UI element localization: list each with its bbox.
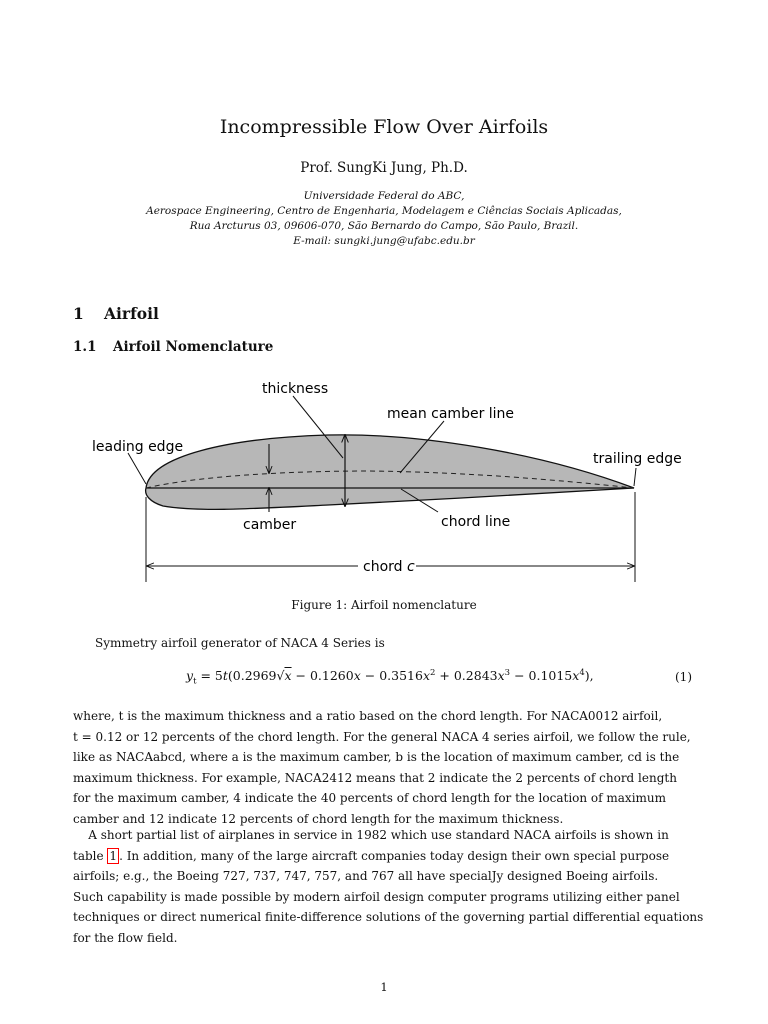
- text-line: for the flow field.: [73, 930, 178, 945]
- paper-title: Incompressible Flow Over Airfoils: [219, 116, 549, 138]
- text-line: Such capability is made possible by modern airfoil design computer programs utilizing either panel: [73, 889, 680, 904]
- text-line: for the maximum camber, 4 indicate the 40 percents of chord length for the location of maximum: [73, 791, 667, 805]
- eq-var: x: [497, 668, 505, 684]
- text-line: techniques or direct numerical finite-difference solutions of the governing partial differential equations: [73, 910, 704, 924]
- eq-part: ),: [584, 668, 594, 684]
- trailing-edge-label: trailing edge: [593, 451, 682, 467]
- leading-edge-label: leading edge: [92, 439, 184, 455]
- page-number: 1: [380, 980, 388, 994]
- subsection-title: Airfoil Nomenclature: [113, 339, 274, 355]
- eq-part: + 0.2843: [435, 668, 498, 684]
- text-line: [73, 846, 695, 867]
- eq-part: − 0.3516: [360, 668, 423, 684]
- text-line: A short partial list of airplanes in service in 1982 which use standard NACA airfoils is shown in: [73, 828, 669, 842]
- intro-sentence: Symmetry airfoil generator of NACA 4 Series is: [95, 636, 385, 650]
- affiliation-block: [0, 189, 768, 249]
- equation-1: [186, 668, 594, 687]
- chord-c-label: chord c: [363, 559, 415, 575]
- section-heading: [73, 304, 159, 323]
- text-line: t = 0.12 or 12 percents of the chord length. For the general NACA 4 series airfoil, we follow the rule,: [73, 729, 691, 744]
- eq-var: x: [572, 668, 580, 684]
- eq-exponent: 4: [579, 668, 585, 678]
- eq-var: x: [353, 668, 361, 684]
- paragraph-airplanes: [73, 825, 704, 948]
- table-reference-link[interactable]: 1: [109, 848, 118, 863]
- affiliation-line: Aerospace Engineering, Centro de Engenharia, Modelagem e Ciências Sociais Aplicadas,: [146, 205, 622, 217]
- section-title: Airfoil: [104, 304, 159, 323]
- sqrt-symbol: √: [276, 668, 285, 684]
- eq-part: − 0.1015: [510, 668, 573, 684]
- eq-lhs-sub: t: [193, 676, 197, 687]
- trailing-edge-leader: [634, 468, 636, 486]
- airfoil-shape: [146, 435, 634, 510]
- text-span: . In addition, many of the large aircraft companies today design their own special purpose: [119, 848, 670, 863]
- thickness-label: thickness: [262, 381, 329, 397]
- section-number: 1: [73, 304, 84, 323]
- author-name: Prof. SungKi Jung, Ph.D.: [300, 160, 468, 176]
- text-span: table: [73, 848, 108, 863]
- text-line: like as NACAabcd, where a is the maximum camber, b is the location of maximum camber, cd is the: [73, 750, 680, 764]
- eq-part: = 5: [196, 668, 223, 684]
- affiliation-line: Universidade Federal do ABC,: [303, 190, 465, 202]
- affiliation-email: E-mail: sungki.jung@ufabc.edu.br: [293, 235, 475, 247]
- affiliation-line: Rua Arcturus 03, 09606-070, São Bernardo do Campo, São Paulo, Brazil.: [189, 220, 579, 232]
- eq-exponent: 2: [430, 668, 436, 678]
- eq-exponent: 3: [504, 668, 511, 678]
- text-line: airfoils; e.g., the Boeing 727, 737, 747, 757, and 767 all have specialJy designed Boeing airfoils.: [73, 869, 659, 883]
- text-line: where, t is the maximum thickness and a ratio based on the chord length. For NACA0012 airfoil,: [73, 709, 663, 723]
- eq-part: − 0.1260: [291, 668, 354, 684]
- subsection-number: 1.1: [73, 339, 97, 355]
- equation-number: (1): [675, 670, 692, 684]
- text-line: maximum thickness. For example, NACA2412 means that 2 indicate the 2 percents of chord length: [73, 770, 677, 785]
- subsection-heading: [73, 339, 273, 355]
- airfoil-figure: [88, 372, 688, 587]
- eq-var: x: [284, 668, 292, 684]
- camber-label: camber: [243, 517, 297, 533]
- leading-edge-leader: [128, 453, 146, 484]
- chord-line-label: chord line: [441, 514, 511, 530]
- eq-part: (0.2969: [227, 668, 277, 684]
- eq-lhs: y: [186, 668, 194, 684]
- eq-var: x: [422, 668, 431, 684]
- paragraph-where: [73, 706, 695, 829]
- figure-caption: Figure 1: Airfoil nomenclature: [291, 598, 477, 612]
- text-line: camber and 12 indicate 12 percents of chord length for the maximum thickness.: [73, 811, 564, 826]
- mean-camber-line-label: mean camber line: [387, 406, 515, 422]
- eq-var: t: [222, 668, 228, 684]
